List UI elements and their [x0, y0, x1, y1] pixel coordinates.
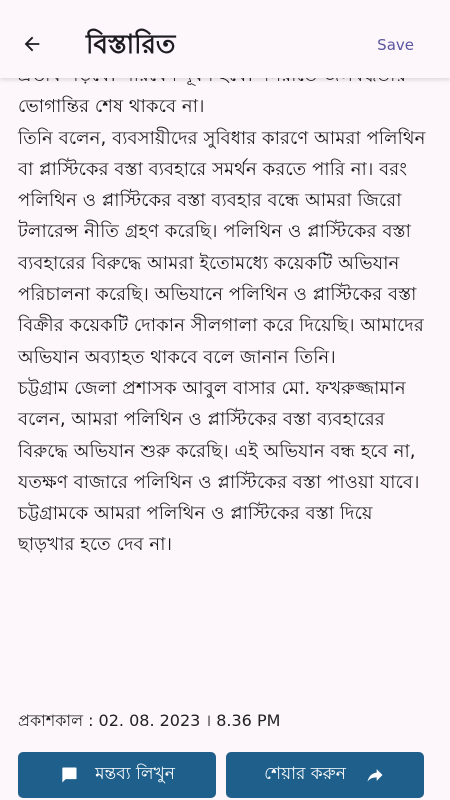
article-content[interactable]: [0, 60, 450, 694]
back-button[interactable]: [14, 26, 50, 62]
article-paragraph: তিনি বলেন, ব্যবসায়ীদের সুবিধার কারণে আমরা পলিথিন বা প্লাস্টিকের বস্তা ব্যবহারে সমর্থন করতে পারি না। বরং পলিথিন ও প্লাস্টিকের বস্তা ব্যবহার বন্ধে আমরা জিরো টলারেন্স নীতি গ্রহণ করেছি। পলিথিন ও প্লাস্টিকের বস্তা ব্যবহারের বিরুদ্ধে আমরা ইতোমধ্যে কয়েকটি অভিযান পরিচালনা করেছি। অভিযানে পলিথিন ও প্লাস্টিকের বস্তা বিক্রীর কয়েকটি দোকান সীলগালা করে দিয়েছি। আমাদের অভিযান অব্যাহত থাকবে বলে জানান তিনি।: [18, 127, 426, 368]
save-button[interactable]: Save: [377, 36, 414, 54]
write-comment-button[interactable]: [18, 752, 216, 798]
article-paragraph: চট্টগ্রাম জেলা প্রশাসক আবুল বাসার মো. ফখরুজ্জামান বলেন, আমরা পলিথিন ও প্লাস্টিকের বস্তা ব্যবহারের বিরুদ্ধে অভিযান শুরু করেছি। এই অভিযান বন্ধ হবে না, যতক্ষণ বাজারে পলিথিন ও প্লাস্টিকের বস্তা পাওয়া যাবে। চট্টগ্রামকে আমরা পলিথিন ও প্লাস্টিকের বস্তা দিয়ে ছাড়খার হতে দেব না।: [18, 377, 420, 556]
comment-icon: [59, 765, 79, 785]
write-comment-label: মন্তব্য লিখুন: [95, 764, 175, 784]
share-label: শেয়ার করুন: [264, 764, 346, 784]
share-button[interactable]: [226, 752, 424, 798]
article-paragraph: ভোগান্তির শেষ থাকবে না।: [18, 96, 205, 118]
app-bar: [0, 0, 450, 78]
share-icon: [364, 765, 386, 785]
publish-date: প্রকাশকাল : 02. 08. 2023 । 8.36 PM: [18, 711, 281, 730]
page-title: বিস্তারিত: [86, 30, 176, 60]
article-body: [18, 60, 433, 561]
arrow-left-icon: [21, 33, 43, 55]
